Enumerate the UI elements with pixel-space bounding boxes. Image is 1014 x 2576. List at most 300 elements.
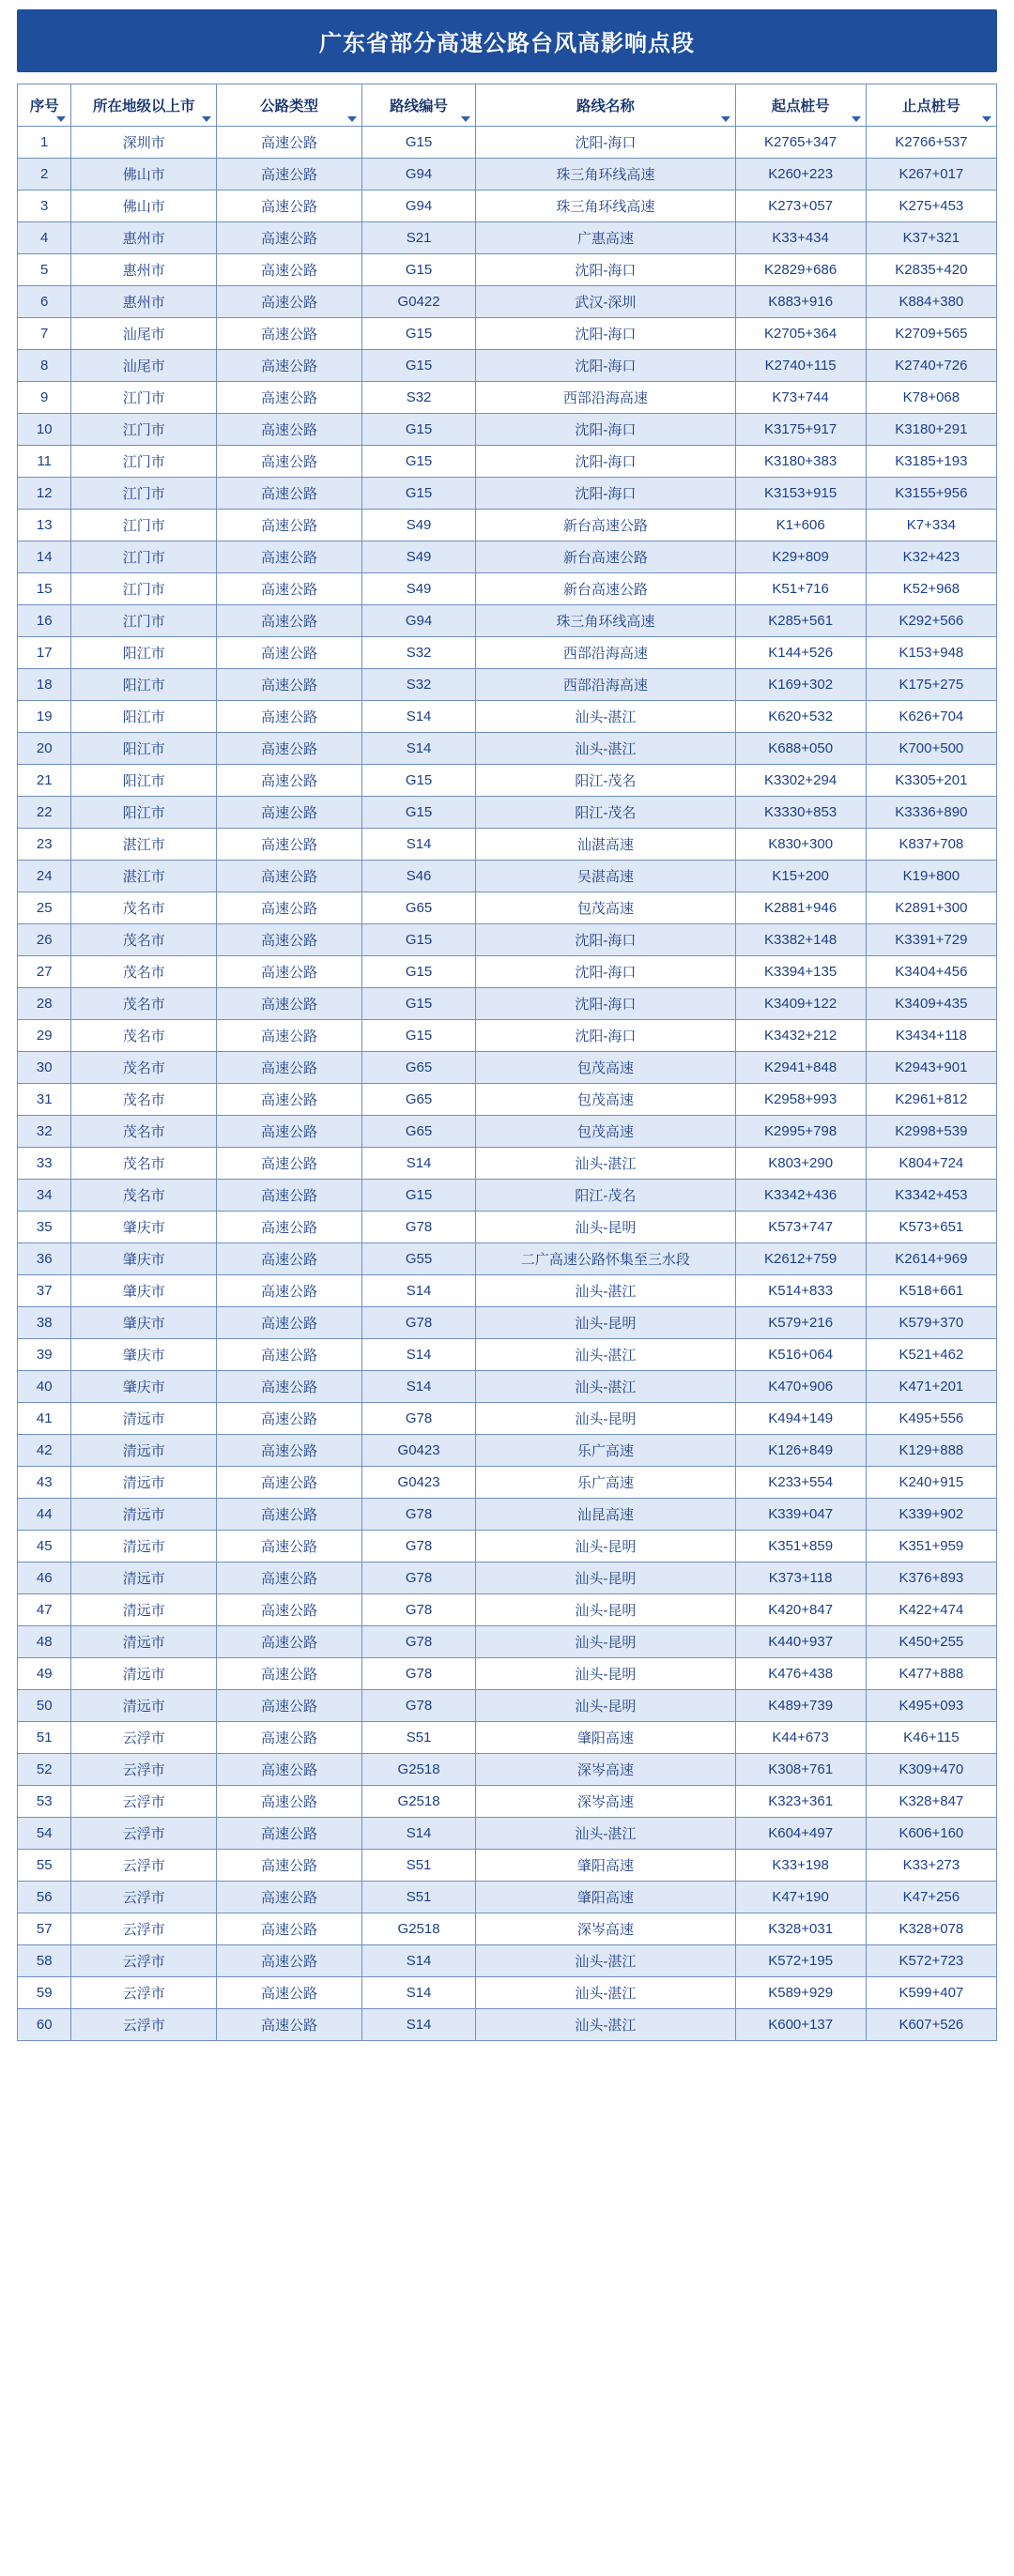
- cell-route-code: G78: [361, 1594, 476, 1626]
- cell-index: 39: [18, 1339, 71, 1371]
- table-row: [18, 1243, 997, 1275]
- filter-arrow-icon[interactable]: [202, 116, 211, 122]
- column-header-road-type[interactable]: [217, 84, 362, 127]
- cell-route-name: 乐广高速: [476, 1467, 735, 1499]
- cell-route-code: G15: [361, 414, 476, 446]
- table-row: [18, 2009, 997, 2041]
- table-row: [18, 892, 997, 924]
- cell-route-name: 包茂高速: [476, 1084, 735, 1116]
- cell-road-type: 高速公路: [217, 541, 362, 573]
- cell-route-name: 珠三角环线高速: [476, 159, 735, 191]
- cell-start-stake: K3409+122: [735, 988, 866, 1020]
- cell-city: 茂名市: [71, 1020, 217, 1052]
- cell-city: 茂名市: [71, 1148, 217, 1180]
- cell-road-type: 高速公路: [217, 669, 362, 701]
- cell-index: 52: [18, 1754, 71, 1786]
- table-row: [18, 541, 997, 573]
- cell-start-stake: K3382+148: [735, 924, 866, 956]
- cell-road-type: 高速公路: [217, 1243, 362, 1275]
- cell-city: 清远市: [71, 1435, 217, 1467]
- cell-end-stake: K328+847: [866, 1786, 996, 1818]
- table-row: [18, 1084, 997, 1116]
- cell-start-stake: K126+849: [735, 1435, 866, 1467]
- cell-city: 阳江市: [71, 733, 217, 765]
- cell-index: 4: [18, 222, 71, 254]
- cell-start-stake: K2995+798: [735, 1116, 866, 1148]
- table-row: [18, 1562, 997, 1594]
- cell-index: 54: [18, 1818, 71, 1850]
- cell-end-stake: K700+500: [866, 733, 996, 765]
- cell-end-stake: K2740+726: [866, 350, 996, 382]
- cell-route-name: 沈阳-海口: [476, 956, 735, 988]
- cell-end-stake: K606+160: [866, 1818, 996, 1850]
- cell-route-code: G65: [361, 892, 476, 924]
- cell-road-type: 高速公路: [217, 1148, 362, 1180]
- cell-route-name: 阳江-茂名: [476, 765, 735, 797]
- table-row: [18, 1626, 997, 1658]
- cell-route-code: G15: [361, 956, 476, 988]
- cell-start-stake: K3432+212: [735, 1020, 866, 1052]
- cell-index: 41: [18, 1403, 71, 1435]
- cell-end-stake: K573+651: [866, 1212, 996, 1243]
- table-row: [18, 1371, 997, 1403]
- cell-route-code: S32: [361, 669, 476, 701]
- cell-city: 茂名市: [71, 988, 217, 1020]
- column-header-label: 路线名称: [576, 99, 635, 114]
- cell-road-type: 高速公路: [217, 1977, 362, 2009]
- cell-start-stake: K476+438: [735, 1658, 866, 1690]
- cell-end-stake: K37+321: [866, 222, 996, 254]
- cell-road-type: 高速公路: [217, 1052, 362, 1084]
- cell-city: 清远市: [71, 1499, 217, 1531]
- cell-end-stake: K804+724: [866, 1148, 996, 1180]
- cell-route-code: G15: [361, 446, 476, 478]
- cell-start-stake: K514+833: [735, 1275, 866, 1307]
- cell-road-type: 高速公路: [217, 1467, 362, 1499]
- cell-route-code: G55: [361, 1243, 476, 1275]
- cell-road-type: 高速公路: [217, 988, 362, 1020]
- table-row: [18, 924, 997, 956]
- cell-end-stake: K3180+291: [866, 414, 996, 446]
- column-header-route-code[interactable]: [361, 84, 476, 127]
- cell-index: 6: [18, 286, 71, 318]
- cell-route-code: S14: [361, 829, 476, 861]
- table-row: [18, 1435, 997, 1467]
- table-header-row: [18, 84, 997, 127]
- cell-index: 20: [18, 733, 71, 765]
- cell-start-stake: K33+198: [735, 1850, 866, 1882]
- highway-typhoon-impact-table: [17, 84, 997, 2041]
- cell-city: 清远市: [71, 1403, 217, 1435]
- table-row: [18, 573, 997, 605]
- cell-city: 湛江市: [71, 861, 217, 892]
- cell-index: 5: [18, 254, 71, 286]
- cell-road-type: 高速公路: [217, 318, 362, 350]
- table-row: [18, 382, 997, 414]
- cell-route-code: G78: [361, 1562, 476, 1594]
- cell-city: 肇庆市: [71, 1212, 217, 1243]
- cell-route-code: G0422: [361, 286, 476, 318]
- cell-index: 23: [18, 829, 71, 861]
- cell-route-name: 汕头-湛江: [476, 2009, 735, 2041]
- cell-start-stake: K2705+364: [735, 318, 866, 350]
- cell-city: 肇庆市: [71, 1243, 217, 1275]
- cell-city: 茂名市: [71, 1180, 217, 1212]
- cell-route-name: 包茂高速: [476, 1116, 735, 1148]
- cell-index: 9: [18, 382, 71, 414]
- cell-road-type: 高速公路: [217, 510, 362, 541]
- cell-end-stake: K599+407: [866, 1977, 996, 2009]
- cell-end-stake: K2891+300: [866, 892, 996, 924]
- cell-route-name: 深岑高速: [476, 1786, 735, 1818]
- filter-arrow-icon[interactable]: [56, 116, 66, 122]
- table-row: [18, 1882, 997, 1913]
- cell-end-stake: K2961+812: [866, 1084, 996, 1116]
- cell-route-name: 汕头-湛江: [476, 1818, 735, 1850]
- column-header-city[interactable]: [71, 84, 217, 127]
- cell-route-code: G78: [361, 1212, 476, 1243]
- cell-route-code: S14: [361, 1275, 476, 1307]
- cell-road-type: 高速公路: [217, 701, 362, 733]
- cell-route-name: 汕头-昆明: [476, 1594, 735, 1626]
- table-row: [18, 701, 997, 733]
- cell-road-type: 高速公路: [217, 637, 362, 669]
- cell-start-stake: K3302+294: [735, 765, 866, 797]
- cell-end-stake: K3305+201: [866, 765, 996, 797]
- cell-index: 12: [18, 478, 71, 510]
- cell-route-code: G2518: [361, 1913, 476, 1945]
- cell-end-stake: K471+201: [866, 1371, 996, 1403]
- cell-route-code: G65: [361, 1052, 476, 1084]
- cell-route-code: S14: [361, 1945, 476, 1977]
- table-row: [18, 1020, 997, 1052]
- cell-city: 茂名市: [71, 1084, 217, 1116]
- cell-end-stake: K3185+193: [866, 446, 996, 478]
- cell-start-stake: K440+937: [735, 1626, 866, 1658]
- cell-route-code: G15: [361, 765, 476, 797]
- table-row: [18, 1275, 997, 1307]
- cell-index: 2: [18, 159, 71, 191]
- cell-start-stake: K1+606: [735, 510, 866, 541]
- cell-road-type: 高速公路: [217, 222, 362, 254]
- table-row: [18, 127, 997, 159]
- cell-route-name: 深岑高速: [476, 1754, 735, 1786]
- cell-route-name: 新台高速公路: [476, 510, 735, 541]
- cell-end-stake: K495+093: [866, 1690, 996, 1722]
- cell-start-stake: K579+216: [735, 1307, 866, 1339]
- cell-city: 江门市: [71, 478, 217, 510]
- cell-index: 16: [18, 605, 71, 637]
- cell-start-stake: K803+290: [735, 1148, 866, 1180]
- cell-route-code: G65: [361, 1116, 476, 1148]
- cell-city: 清远市: [71, 1467, 217, 1499]
- table-row: [18, 669, 997, 701]
- cell-end-stake: K275+453: [866, 191, 996, 222]
- table-row: [18, 1913, 997, 1945]
- cell-road-type: 高速公路: [217, 892, 362, 924]
- cell-road-type: 高速公路: [217, 956, 362, 988]
- cell-start-stake: K144+526: [735, 637, 866, 669]
- cell-start-stake: K600+137: [735, 2009, 866, 2041]
- cell-city: 阳江市: [71, 797, 217, 829]
- cell-road-type: 高速公路: [217, 861, 362, 892]
- cell-end-stake: K3404+456: [866, 956, 996, 988]
- cell-road-type: 高速公路: [217, 2009, 362, 2041]
- cell-route-name: 新台高速公路: [476, 573, 735, 605]
- filter-arrow-icon[interactable]: [461, 116, 470, 122]
- filter-arrow-icon[interactable]: [982, 116, 991, 122]
- cell-index: 37: [18, 1275, 71, 1307]
- cell-city: 云浮市: [71, 1754, 217, 1786]
- cell-end-stake: K2943+901: [866, 1052, 996, 1084]
- cell-index: 26: [18, 924, 71, 956]
- cell-route-code: G15: [361, 478, 476, 510]
- cell-route-code: S14: [361, 1818, 476, 1850]
- table-body: [18, 127, 997, 2041]
- cell-start-stake: K3153+915: [735, 478, 866, 510]
- cell-index: 27: [18, 956, 71, 988]
- filter-arrow-icon[interactable]: [721, 116, 730, 122]
- cell-route-name: 汕头-湛江: [476, 1275, 735, 1307]
- cell-end-stake: K78+068: [866, 382, 996, 414]
- cell-city: 清远市: [71, 1594, 217, 1626]
- cell-route-code: S32: [361, 637, 476, 669]
- cell-road-type: 高速公路: [217, 1020, 362, 1052]
- cell-route-name: 吴湛高速: [476, 861, 735, 892]
- table-row: [18, 1531, 997, 1562]
- cell-index: 3: [18, 191, 71, 222]
- cell-index: 19: [18, 701, 71, 733]
- cell-road-type: 高速公路: [217, 382, 362, 414]
- cell-route-name: 汕头-湛江: [476, 1977, 735, 2009]
- cell-road-type: 高速公路: [217, 797, 362, 829]
- cell-index: 55: [18, 1850, 71, 1882]
- cell-route-name: 汕头-湛江: [476, 701, 735, 733]
- cell-road-type: 高速公路: [217, 1945, 362, 1977]
- cell-end-stake: K2614+969: [866, 1243, 996, 1275]
- cell-city: 清远市: [71, 1531, 217, 1562]
- cell-start-stake: K233+554: [735, 1467, 866, 1499]
- cell-route-name: 肇阳高速: [476, 1722, 735, 1754]
- cell-route-name: 珠三角环线高速: [476, 605, 735, 637]
- cell-index: 34: [18, 1180, 71, 1212]
- cell-city: 清远市: [71, 1562, 217, 1594]
- cell-city: 阳江市: [71, 637, 217, 669]
- cell-start-stake: K620+532: [735, 701, 866, 733]
- cell-end-stake: K351+959: [866, 1531, 996, 1562]
- cell-index: 58: [18, 1945, 71, 1977]
- cell-city: 云浮市: [71, 1945, 217, 1977]
- cell-route-code: S51: [361, 1882, 476, 1913]
- cell-road-type: 高速公路: [217, 1913, 362, 1945]
- cell-end-stake: K518+661: [866, 1275, 996, 1307]
- cell-road-type: 高速公路: [217, 1786, 362, 1818]
- column-header-start-stake[interactable]: [735, 84, 866, 127]
- table-row: [18, 1148, 997, 1180]
- filter-arrow-icon[interactable]: [347, 116, 357, 122]
- cell-start-stake: K2612+759: [735, 1243, 866, 1275]
- cell-road-type: 高速公路: [217, 127, 362, 159]
- filter-arrow-icon[interactable]: [852, 116, 861, 122]
- cell-end-stake: K46+115: [866, 1722, 996, 1754]
- table-row: [18, 637, 997, 669]
- cell-road-type: 高速公路: [217, 1084, 362, 1116]
- cell-road-type: 高速公路: [217, 1116, 362, 1148]
- cell-end-stake: K292+566: [866, 605, 996, 637]
- cell-start-stake: K44+673: [735, 1722, 866, 1754]
- cell-index: 24: [18, 861, 71, 892]
- cell-index: 42: [18, 1435, 71, 1467]
- table-row: [18, 988, 997, 1020]
- table-row: [18, 1850, 997, 1882]
- cell-index: 7: [18, 318, 71, 350]
- cell-index: 13: [18, 510, 71, 541]
- column-header-label: 起点桩号: [771, 99, 830, 114]
- table-row: [18, 829, 997, 861]
- cell-route-name: 二广高速公路怀集至三水段: [476, 1243, 735, 1275]
- cell-end-stake: K32+423: [866, 541, 996, 573]
- cell-route-code: G15: [361, 254, 476, 286]
- cell-index: 60: [18, 2009, 71, 2041]
- cell-start-stake: K420+847: [735, 1594, 866, 1626]
- table-row: [18, 1754, 997, 1786]
- cell-start-stake: K2765+347: [735, 127, 866, 159]
- cell-city: 江门市: [71, 541, 217, 573]
- cell-route-name: 汕昆高速: [476, 1499, 735, 1531]
- table-row: [18, 1690, 997, 1722]
- cell-start-stake: K589+929: [735, 1977, 866, 2009]
- cell-index: 43: [18, 1467, 71, 1499]
- cell-end-stake: K2709+565: [866, 318, 996, 350]
- cell-start-stake: K830+300: [735, 829, 866, 861]
- cell-end-stake: K339+902: [866, 1499, 996, 1531]
- cell-start-stake: K51+716: [735, 573, 866, 605]
- cell-city: 江门市: [71, 414, 217, 446]
- cell-index: 8: [18, 350, 71, 382]
- cell-route-code: S49: [361, 573, 476, 605]
- cell-route-code: G0423: [361, 1467, 476, 1499]
- cell-end-stake: K3336+890: [866, 797, 996, 829]
- cell-start-stake: K688+050: [735, 733, 866, 765]
- column-header-end-stake[interactable]: [866, 84, 996, 127]
- cell-end-stake: K3391+729: [866, 924, 996, 956]
- cell-start-stake: K285+561: [735, 605, 866, 637]
- column-header-label: 公路类型: [259, 99, 318, 114]
- cell-route-name: 包茂高速: [476, 892, 735, 924]
- cell-index: 32: [18, 1116, 71, 1148]
- cell-index: 36: [18, 1243, 71, 1275]
- cell-start-stake: K3342+436: [735, 1180, 866, 1212]
- column-header-label: 止点桩号: [901, 99, 960, 114]
- cell-city: 茂名市: [71, 924, 217, 956]
- table-row: [18, 605, 997, 637]
- cell-city: 云浮市: [71, 1722, 217, 1754]
- cell-route-code: S46: [361, 861, 476, 892]
- cell-index: 17: [18, 637, 71, 669]
- cell-route-name: 汕头-湛江: [476, 1148, 735, 1180]
- cell-start-stake: K373+118: [735, 1562, 866, 1594]
- cell-index: 45: [18, 1531, 71, 1562]
- cell-route-code: S14: [361, 2009, 476, 2041]
- cell-road-type: 高速公路: [217, 765, 362, 797]
- cell-route-code: S14: [361, 1977, 476, 2009]
- cell-road-type: 高速公路: [217, 1594, 362, 1626]
- cell-route-code: S32: [361, 382, 476, 414]
- column-header-route-name[interactable]: [476, 84, 735, 127]
- cell-route-code: G78: [361, 1690, 476, 1722]
- cell-route-name: 汕头-昆明: [476, 1403, 735, 1435]
- cell-route-name: 沈阳-海口: [476, 1020, 735, 1052]
- cell-route-name: 沈阳-海口: [476, 414, 735, 446]
- cell-road-type: 高速公路: [217, 605, 362, 637]
- cell-route-code: S21: [361, 222, 476, 254]
- cell-city: 肇庆市: [71, 1307, 217, 1339]
- cell-route-name: 广惠高速: [476, 222, 735, 254]
- cell-index: 18: [18, 669, 71, 701]
- cell-route-code: G15: [361, 924, 476, 956]
- cell-route-name: 汕头-湛江: [476, 1945, 735, 1977]
- cell-start-stake: K3394+135: [735, 956, 866, 988]
- cell-road-type: 高速公路: [217, 733, 362, 765]
- cell-road-type: 高速公路: [217, 1690, 362, 1722]
- cell-city: 云浮市: [71, 1850, 217, 1882]
- cell-road-type: 高速公路: [217, 924, 362, 956]
- cell-route-name: 西部沿海高速: [476, 669, 735, 701]
- cell-city: 江门市: [71, 382, 217, 414]
- table-row: [18, 159, 997, 191]
- cell-route-name: 沈阳-海口: [476, 988, 735, 1020]
- cell-route-name: 汕头-昆明: [476, 1562, 735, 1594]
- cell-city: 肇庆市: [71, 1339, 217, 1371]
- cell-route-code: S14: [361, 1339, 476, 1371]
- cell-start-stake: K3180+383: [735, 446, 866, 478]
- column-header-label: 序号: [29, 99, 59, 114]
- cell-start-stake: K489+739: [735, 1690, 866, 1722]
- cell-route-name: 西部沿海高速: [476, 382, 735, 414]
- cell-index: 11: [18, 446, 71, 478]
- cell-route-name: 汕头-湛江: [476, 733, 735, 765]
- cell-index: 29: [18, 1020, 71, 1052]
- cell-route-code: G78: [361, 1626, 476, 1658]
- cell-index: 25: [18, 892, 71, 924]
- table-row: [18, 478, 997, 510]
- cell-city: 茂名市: [71, 1052, 217, 1084]
- cell-road-type: 高速公路: [217, 1722, 362, 1754]
- table-header: [18, 84, 997, 127]
- cell-index: 1: [18, 127, 71, 159]
- cell-start-stake: K3330+853: [735, 797, 866, 829]
- cell-route-code: G2518: [361, 1754, 476, 1786]
- cell-index: 28: [18, 988, 71, 1020]
- cell-end-stake: K477+888: [866, 1658, 996, 1690]
- cell-route-code: S14: [361, 1148, 476, 1180]
- cell-start-stake: K351+859: [735, 1531, 866, 1562]
- cell-route-name: 包茂高速: [476, 1052, 735, 1084]
- cell-start-stake: K15+200: [735, 861, 866, 892]
- cell-city: 江门市: [71, 573, 217, 605]
- cell-city: 惠州市: [71, 286, 217, 318]
- column-header-index[interactable]: [18, 84, 71, 127]
- cell-end-stake: K626+704: [866, 701, 996, 733]
- cell-index: 44: [18, 1499, 71, 1531]
- cell-road-type: 高速公路: [217, 254, 362, 286]
- cell-city: 清远市: [71, 1690, 217, 1722]
- cell-index: 40: [18, 1371, 71, 1403]
- cell-city: 江门市: [71, 510, 217, 541]
- cell-start-stake: K339+047: [735, 1499, 866, 1531]
- cell-end-stake: K2835+420: [866, 254, 996, 286]
- cell-city: 阳江市: [71, 765, 217, 797]
